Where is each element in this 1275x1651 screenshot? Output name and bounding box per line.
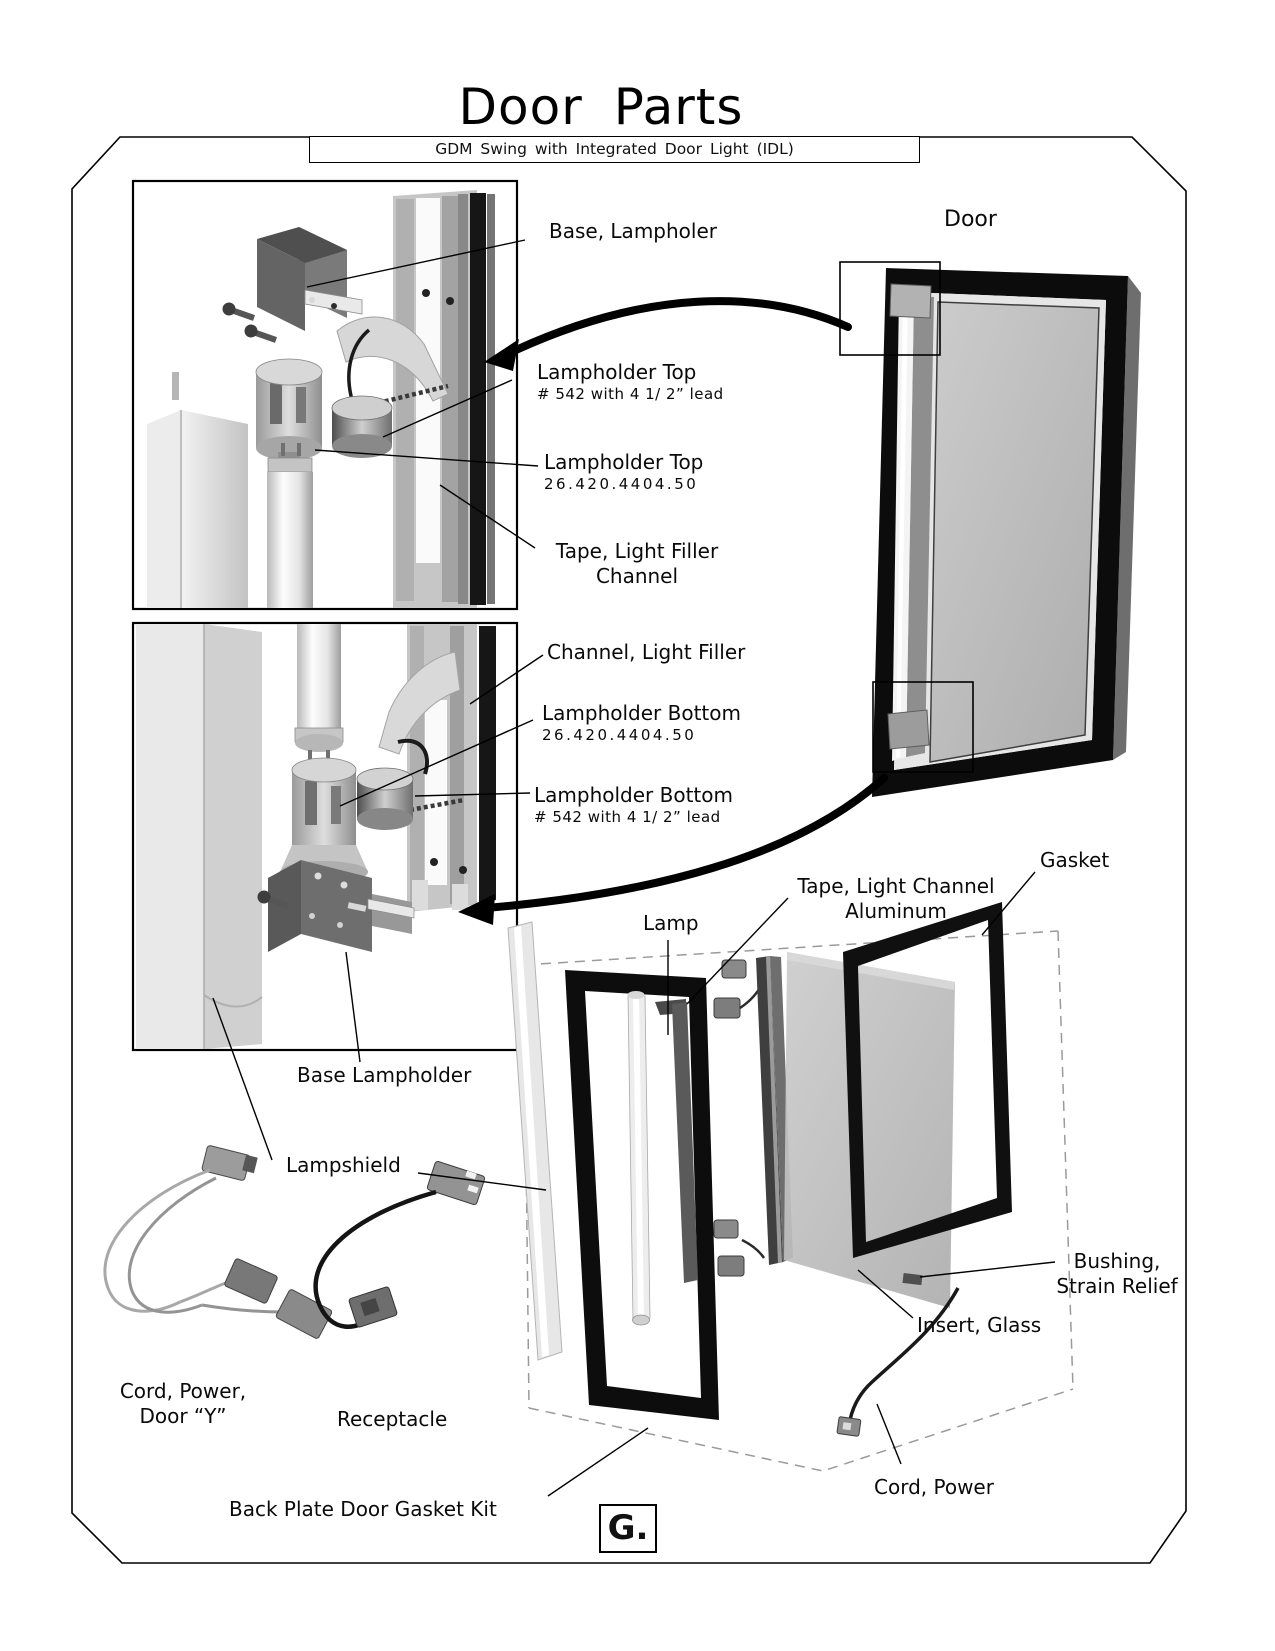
door-illustration	[872, 268, 1141, 797]
lamp-tube-top	[267, 443, 313, 609]
leader-back-plate-kit	[548, 1428, 648, 1496]
label-lampholder-top-lead	[537, 360, 724, 404]
lampshield-strip	[508, 922, 562, 1360]
door-lampholder-bottom	[888, 710, 929, 749]
label-lampholder-bottom-lead	[534, 783, 733, 827]
label-lampholder-bottom-pn-name: Lampholder Bottom	[542, 701, 741, 725]
label-cord-power-door-y	[101, 1379, 265, 1429]
lamp-part	[628, 991, 651, 1325]
exploded-door-assembly	[508, 902, 1073, 1471]
label-lampholder-bottom-pn-detail: 26.420.4404.50	[542, 726, 697, 744]
label-lampshield: Lampshield	[286, 1153, 401, 1177]
label-tape-light-channel	[783, 874, 1009, 924]
door-edge-extrusion	[393, 190, 495, 609]
label-tape-light-filler-line1: Tape, Light Filler	[555, 539, 719, 563]
page-title: Door Parts	[449, 78, 754, 142]
lampholder-bottom-part	[280, 758, 368, 883]
label-door: Door	[944, 207, 997, 232]
page-subtitle-text: GDM Swing with Integrated Door Light (IDL)	[435, 140, 794, 158]
label-cord-y-line1: Cord, Power,	[119, 1379, 247, 1403]
label-base-lampholer: Base, Lampholer	[549, 219, 717, 243]
label-lampholder-bottom-lead-detail: # 542 with 4 1/ 2” lead	[534, 808, 721, 826]
label-cord-power: Cord, Power	[874, 1475, 994, 1499]
page-subtitle	[309, 136, 920, 163]
power-cord	[837, 1288, 958, 1436]
tape-black-strip	[470, 193, 486, 605]
label-tape-light-channel-line1: Tape, Light Channel	[797, 874, 995, 898]
label-cord-y-line2: Door “Y”	[139, 1404, 227, 1428]
label-lampholder-top-lead-name: Lampholder Top	[537, 360, 697, 384]
label-tape-light-channel-line2: Aluminum	[845, 899, 947, 923]
label-gasket: Gasket	[1040, 848, 1110, 872]
label-bushing-line1: Bushing,	[1073, 1249, 1161, 1273]
lampholder-top-part	[256, 359, 322, 464]
mounting-clips	[714, 960, 764, 1276]
label-base-lampholder: Base Lampholder	[297, 1063, 472, 1087]
door-lampholder-top	[890, 284, 931, 318]
label-lampholder-top-pn-name: Lampholder Top	[544, 450, 704, 474]
lampholder-cup-top	[332, 396, 392, 458]
lampshield-part-bottom	[136, 624, 262, 1049]
door-glass	[930, 302, 1099, 762]
label-lampholder-top-lead-detail: # 542 with 4 1/ 2” lead	[537, 385, 724, 403]
label-insert-glass: Insert, Glass	[917, 1313, 1042, 1337]
label-receptacle: Receptacle	[337, 1407, 448, 1431]
label-back-plate-door-gasket-kit: Back Plate Door Gasket Kit	[229, 1497, 497, 1521]
lamp-tube-bottom	[295, 624, 343, 764]
label-lampholder-top-pn	[544, 450, 703, 494]
label-lampholder-top-pn-detail: 26.420.4404.50	[544, 475, 699, 493]
label-bushing-line2: Strain Relief	[1056, 1274, 1178, 1298]
page-letter: G.	[607, 1508, 649, 1548]
receptacle-part	[316, 1161, 486, 1328]
label-lampholder-bottom-lead-name: Lampholder Bottom	[534, 783, 733, 807]
label-channel-light-filler: Channel, Light Filler	[547, 640, 746, 664]
page-letter-box	[599, 1504, 657, 1553]
glass-insert	[784, 952, 955, 1308]
label-bushing-strain-relief	[1046, 1249, 1188, 1299]
leader-cord-power	[877, 1404, 901, 1464]
label-tape-light-filler	[543, 539, 731, 589]
label-tape-light-filler-line2: Channel	[595, 564, 679, 588]
label-lampholder-bottom-pn	[542, 701, 741, 745]
label-lamp: Lamp	[643, 911, 699, 935]
